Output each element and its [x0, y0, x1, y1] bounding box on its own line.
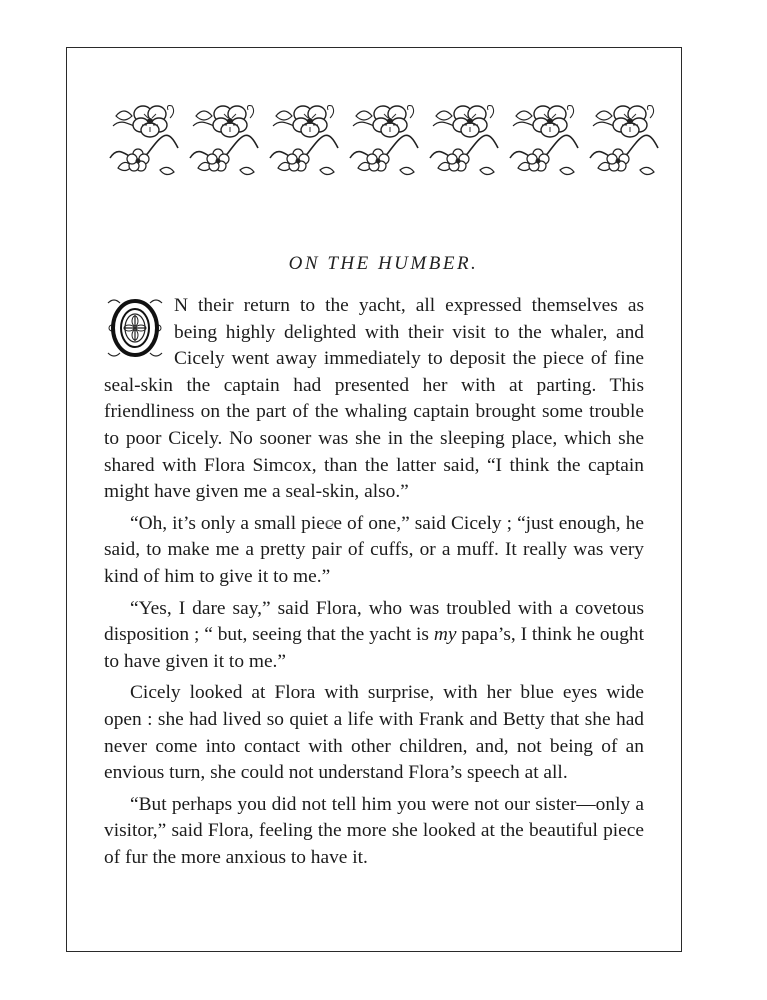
- drop-cap-letter: O: [135, 365, 136, 366]
- first-paragraph-text: N their return to the yacht, all expressed themselves as being highly delighted with their visit to the whaler, and Cicely went away immediately to deposit the piece of fine seal-skin the captain had presented her with at parting. This friendliness on the part of the whaling captain brought some trouble to poor Cicely. No sooner was she in the sleeping place, which she shared with Flora Simcox, than the latter said, “I think the captain might have given me a seal-skin, also.”: [104, 295, 644, 503]
- paragraph-5: “But perhaps you did not tell him you were not our sister—only a visitor,” said Flora, feeling the more she looked at the beautiful piece of fur the more anxious to have it.: [104, 793, 644, 868]
- paragraph-3-emphasis: my: [433, 624, 457, 646]
- floral-ornament-band: [108, 98, 674, 188]
- paragraph-4: Cicely looked at Flora with surprise, with her blue eyes wide open : she had lived so quiet a life with Frank and Betty that she had never come into contact with other children, and, not being of an envious turn, she could not understand Flora’s speech at all.: [104, 682, 644, 784]
- paragraph-2: “Oh, it’s only a small piece of one,” said Cicely ; “just enough, he said, to make me a pretty pair of cuffs, or a muff. It really was very kind of him to give it to me.”: [104, 512, 644, 587]
- paragraph-3: [104, 596, 644, 676]
- ornamental-drop-cap-o: [102, 295, 168, 366]
- chapter-heading: ON THE HUMBER.: [288, 253, 479, 274]
- chapter-body: [104, 293, 644, 876]
- paragraph-3-part-a: “Yes, I dare say,” said Flora, who was troubled with a covetous disposition ; “ but, seeing that the yacht is: [104, 597, 644, 646]
- paragraph-3-part-b: papa’s, I think he ought to have given it to me.”: [104, 624, 644, 672]
- paragraph-1: [104, 293, 644, 506]
